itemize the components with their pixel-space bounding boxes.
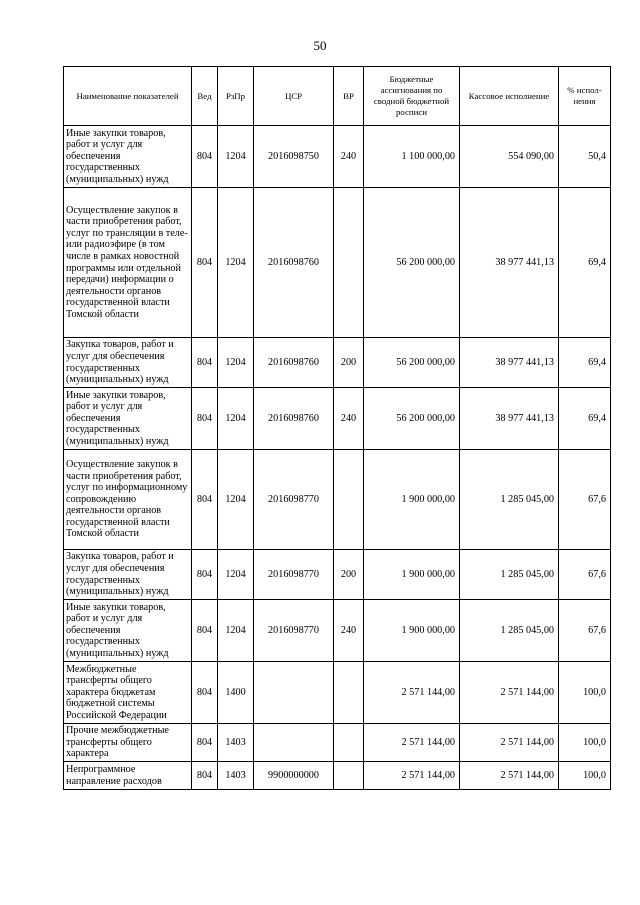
table-row — [64, 126, 611, 188]
table-row — [64, 762, 611, 790]
row-csr: 2016098760 — [254, 338, 334, 388]
row-cash: 1 285 045,00 — [460, 450, 559, 550]
row-ved: 804 — [192, 126, 218, 188]
row-name: Непрограммное направление расходов — [64, 762, 192, 790]
row-vr — [334, 762, 364, 790]
row-cash: 38 977 441,13 — [460, 388, 559, 450]
row-budget: 56 200 000,00 — [364, 188, 460, 338]
row-csr — [254, 662, 334, 724]
header-rzpr: РзПр — [218, 67, 254, 126]
header-name: Наименование показателей — [64, 67, 192, 126]
row-rzpr: 1204 — [218, 600, 254, 662]
budget-table — [63, 66, 611, 790]
row-ved: 804 — [192, 600, 218, 662]
row-rzpr: 1204 — [218, 188, 254, 338]
row-cash: 38 977 441,13 — [460, 338, 559, 388]
row-budget: 1 900 000,00 — [364, 450, 460, 550]
row-percent: 67,6 — [559, 550, 611, 600]
row-vr — [334, 450, 364, 550]
row-rzpr: 1204 — [218, 550, 254, 600]
row-ved: 804 — [192, 550, 218, 600]
table-row — [64, 550, 611, 600]
row-ved: 804 — [192, 188, 218, 338]
row-csr: 2016098770 — [254, 600, 334, 662]
table-row — [64, 338, 611, 388]
row-csr: 2016098760 — [254, 388, 334, 450]
header-cash: Кассовое исполнение — [460, 67, 559, 126]
row-budget: 1 100 000,00 — [364, 126, 460, 188]
row-rzpr: 1204 — [218, 338, 254, 388]
row-rzpr: 1204 — [218, 450, 254, 550]
row-percent: 69,4 — [559, 188, 611, 338]
header-budget: Бюджетные ассигнования по сводной бюджетной росписи — [364, 67, 460, 126]
row-ved: 804 — [192, 388, 218, 450]
header-vr: ВР — [334, 67, 364, 126]
row-csr: 2016098750 — [254, 126, 334, 188]
table-body — [64, 126, 611, 790]
header-csr: ЦСР — [254, 67, 334, 126]
row-vr — [334, 662, 364, 724]
row-csr — [254, 724, 334, 762]
row-ved: 804 — [192, 724, 218, 762]
row-percent: 100,0 — [559, 724, 611, 762]
row-csr: 2016098760 — [254, 188, 334, 338]
table-row — [64, 724, 611, 762]
row-percent: 100,0 — [559, 762, 611, 790]
row-rzpr: 1204 — [218, 388, 254, 450]
row-cash: 2 571 144,00 — [460, 762, 559, 790]
row-rzpr: 1400 — [218, 662, 254, 724]
row-percent: 67,6 — [559, 600, 611, 662]
row-name: Иные закупки товаров, работ и услуг для обеспечения государственных (муниципальных) нужд — [64, 388, 192, 450]
table-row — [64, 662, 611, 724]
row-percent: 50,4 — [559, 126, 611, 188]
row-name: Межбюджетные трансферты общего характера бюджетам бюджетной системы Российской Федерации — [64, 662, 192, 724]
row-name: Прочие межбюджетные трансферты общего характера — [64, 724, 192, 762]
row-cash: 38 977 441,13 — [460, 188, 559, 338]
row-name: Иные закупки товаров, работ и услуг для обеспечения государственных (муниципальных) нужд — [64, 600, 192, 662]
row-cash: 554 090,00 — [460, 126, 559, 188]
table-row — [64, 600, 611, 662]
row-budget: 2 571 144,00 — [364, 662, 460, 724]
row-budget: 56 200 000,00 — [364, 388, 460, 450]
row-ved: 804 — [192, 450, 218, 550]
row-name: Осуществление закупок в части приобретения работ, услуг по трансляции в теле- или радиоэфире (в том числе в рамках новостной программы или отдельной передачи) информации о деятельности органов государственной власти Томской области — [64, 188, 192, 338]
row-vr: 240 — [334, 600, 364, 662]
row-budget: 2 571 144,00 — [364, 724, 460, 762]
row-percent: 69,4 — [559, 338, 611, 388]
row-vr: 240 — [334, 388, 364, 450]
table-row — [64, 188, 611, 338]
row-vr — [334, 724, 364, 762]
row-name: Закупка товаров, работ и услуг для обеспечения государственных (муниципальных) нужд — [64, 550, 192, 600]
row-budget: 1 900 000,00 — [364, 600, 460, 662]
row-cash: 2 571 144,00 — [460, 662, 559, 724]
row-name: Осуществление закупок в части приобретения работ, услуг по информационному сопровождению деятельности органов государственной власти Томской области — [64, 450, 192, 550]
row-percent: 69,4 — [559, 388, 611, 450]
table-header — [64, 67, 611, 126]
table-row — [64, 450, 611, 550]
row-csr: 2016098770 — [254, 450, 334, 550]
header-percent: % испол-нения — [559, 67, 611, 126]
table-row — [64, 388, 611, 450]
row-ved: 804 — [192, 662, 218, 724]
row-vr: 200 — [334, 550, 364, 600]
row-vr: 240 — [334, 126, 364, 188]
row-vr: 200 — [334, 338, 364, 388]
row-budget: 56 200 000,00 — [364, 338, 460, 388]
header-ved: Вед — [192, 67, 218, 126]
page-number: 50 — [313, 38, 327, 53]
row-csr: 2016098770 — [254, 550, 334, 600]
row-name: Иные закупки товаров, работ и услуг для обеспечения государственных (муниципальных) нужд — [64, 126, 192, 188]
row-cash: 2 571 144,00 — [460, 724, 559, 762]
row-percent: 67,6 — [559, 450, 611, 550]
row-ved: 804 — [192, 762, 218, 790]
row-percent: 100,0 — [559, 662, 611, 724]
row-name: Закупка товаров, работ и услуг для обеспечения государственных (муниципальных) нужд — [64, 338, 192, 388]
row-budget: 2 571 144,00 — [364, 762, 460, 790]
row-rzpr: 1204 — [218, 126, 254, 188]
row-cash: 1 285 045,00 — [460, 550, 559, 600]
row-vr — [334, 188, 364, 338]
row-cash: 1 285 045,00 — [460, 600, 559, 662]
row-ved: 804 — [192, 338, 218, 388]
row-rzpr: 1403 — [218, 724, 254, 762]
row-csr: 9900000000 — [254, 762, 334, 790]
row-budget: 1 900 000,00 — [364, 550, 460, 600]
row-rzpr: 1403 — [218, 762, 254, 790]
